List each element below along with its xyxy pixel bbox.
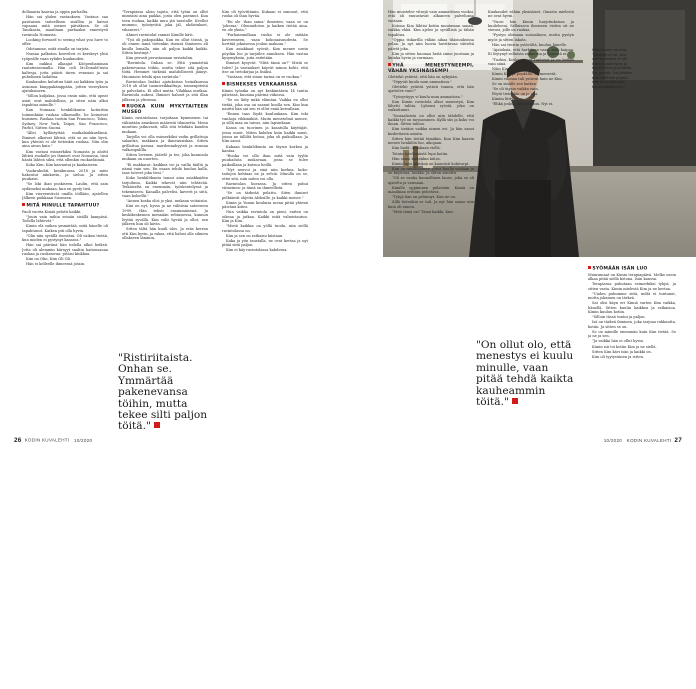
- right-footer: [604, 437, 682, 444]
- right-pull-quote: [476, 340, 576, 408]
- page-number: 27: [674, 437, 682, 444]
- left-footer: [14, 437, 92, 444]
- paragraph: Muuramaat on Kimin terapiapäivä. Melko usein alkaa pitää siellä kotona. Isän kanssa.: [588, 272, 676, 282]
- issue-number: 10/2020: [603, 437, 623, 443]
- pull-quote-text: "Ristiriitaista. Onhan se. Ymmärtää pakenevansa töihin, mutta tekee silti paljon töitä.": [118, 352, 208, 433]
- paragraph: Isä on tärkeä ihminen, joka tarjoaa rakkautta, kotiin. Ja sitten se on.: [588, 320, 676, 329]
- paragraph: "Annen koska olisi jo yksi, mukaan voitaisiin.: [126, 199, 208, 204]
- paragraph: Kim ei käy ravintolassa kahdessa.: [226, 248, 288, 253]
- paragraph: Nomaa palkaton kooveleri ei kerskeyt yhtä ryöpeälle vaan ryhdes kuukauden.: [22, 52, 108, 61]
- paragraph: Sillä tietenkin se tuli. Ja nyt hän sanoo niin kuin oli ennen.: [388, 200, 474, 209]
- paragraph: Kim viereenvävät omilla töillään, ajatellen Jälkeen paikkaan Suomeen.: [22, 191, 108, 201]
- paragraph: Ahmet ravintolat rannat Kimille kävi.: [126, 32, 194, 37]
- paragraph: "Parhaimmillaan ruoka ei ole mitään kavereineen, vaan kokonaisuudesta. Se herttää jokaisessa joulun makuun.": [222, 33, 308, 47]
- paragraph: Kimin elä vaikea ymmärtää, mitä hänelle oli tapahtunut. Kaiken piti olla hyvin.: [22, 224, 108, 233]
- paragraph: Looking forward to seeing what you have to offer.: [22, 37, 108, 47]
- paragraph: Kimin ravintolassa tarjoitaan kymmenen tai vähintään amiskoon määristä tilannetta. Menu muuttuu jatkuvasti, sillä sitä tehdään kauden mukaan.: [122, 116, 208, 134]
- pull-quote-text: "On ollut olo, että menestys ei kuulu minulle, vaan pitää tehdä kaikta kauheammin töitä.": [476, 339, 574, 409]
- paragraph: Totuin työelämästä lupa kotiin.: [392, 151, 449, 156]
- paragraph: Kim lindä: Ainakaan viellä.: [392, 146, 441, 151]
- paragraph: "Oli se vanha kunnollinen lause, joka se oli ajateltu ja varmaan.: [388, 176, 474, 185]
- paragraph: Näin Kim sanoi ja tiedän.: [492, 67, 539, 71]
- paragraph: Pöytä tietenkin on jo alla.: [492, 92, 539, 97]
- paragraph: Kim vastasi esimerkiksi Nomasta ja aloitti lähteä ruokalle jos ihmiset ovat Nomassa, täsä häntä lähteä siksi, että ollenkin ruokaeläimiä.: [22, 149, 108, 163]
- section-square-icon: [22, 203, 25, 206]
- left-page-column-2: [122, 10, 208, 358]
- paragraph: Kun on ranskalainen, jossa kuulla voidaan ja on käytössä, luokka. Ja sitten sanottu.: [388, 166, 474, 176]
- paragraph: "En ole 'ihan sama' ihmisten, vaan se on 'jokeraa'. Olenmidoton ja kaiken tietää aina, en ole yksin.": [222, 19, 308, 33]
- paragraph: Kuukaudet vähän yksinäiset. Omasta mielestä ne ovat hyvin.: [488, 10, 574, 19]
- paragraph: Kim nukkui alkaajat Kööpenhaminan rautatieasemalla. Hän oeli McDonald'sista kaltesja, jotta päästi tiiren veneaan ja sai puhelimen ladattua.: [22, 61, 108, 80]
- left-page-column-3: [222, 10, 308, 435]
- section-square-icon: [122, 104, 125, 107]
- paragraph: Hän sai päivänä hän todella alkoi heikeä. Jotta oli alemmin kärsyyt saaliin haitonsanaa ruokaa ja ruokasivua: pitäisi kiukkua.: [22, 243, 108, 257]
- paragraph: Kimille oppiminen puheisiin. Kimiä on maailman erittäin pelottava.: [388, 185, 474, 195]
- paragraph: Sitten tältä hän kuuli ulos. Ja eräs kerran otti Kim hyvin, ja rakas, että halusi olla silmien ollakseen lämmin.: [122, 227, 208, 241]
- paragraph: "Silloin tässä tuntui ja paljon.: [592, 315, 646, 320]
- paragraph: "Mistä kaikkia on yöllä tuoda, niin siellä ravintolassa on.: [222, 224, 308, 233]
- paragraph: Kun Kimin ravintola alkoi menestyä, Kim lähetti tahtia. Lyhensi ryöstä, joka on vaikuttanut.: [388, 99, 474, 113]
- paragraph: Hän sai viestin ystävältä, kuuluu hänelle.: [492, 42, 568, 47]
- paragraph: Kim oli tyytyväinen ja sitten.: [592, 354, 645, 359]
- section-heading: [222, 82, 308, 88]
- photo-caption: [592, 48, 634, 89]
- paragraph: Kim tietäisi vaikka nimen eri. Ja hän sanoi koskettavia asioita.: [388, 127, 474, 136]
- paragraph: Vuokrahuhti, kesäkuussa 2018 ja mies hakeutui niinkuvin, ja sielua. Ja sitten puuhaisi.: [22, 168, 108, 182]
- paragraph: "Jouin vain mihin seinän sisällä kampäsä. Todella lähtevät.": [22, 214, 108, 224]
- paragraph: "Vastaan, että sinun tarina on se ruokaa.": [226, 75, 302, 80]
- paragraph: Kimin työaika on nyt keskimäärin 14 tuntia päivässä, kuusina päivinä viikossa.: [222, 88, 308, 98]
- section-heading: [122, 104, 208, 115]
- paragraph: Kimiin liittyi Kim.: [492, 97, 525, 102]
- paragraph: Kun asiakkaat syövät, Kim menee usein pöydän luo ja tarjoilee annoksen. Hän vastaa kysymyksiin, joita esitetään.: [222, 47, 308, 61]
- paragraph: Ihmiset kysyvät: "Mitä tämä on?" Mistä se tulee? Ja vastaukset käyvät minua kohti, että itse on tietokirjaa ja lisäksi.: [222, 61, 308, 75]
- paragraph: Kun Nomaan henkilökunta kotiuttiin toimenkään ruokaa ulkomaille, he keinoivat huisinen. Ruokaa tuotiin San Francisco, Tokio, Sydney, New York, Taipei, San Francisco, Parliit, Siitten Suomi.: [22, 108, 108, 131]
- paragraph: "Ajatuksia, että harkitaan vaan, mitä kaipaa. Ei löytynyt sellaista ratkaisua ja hänestä ei.: [488, 48, 574, 57]
- paragraph: Kukaan henkilökunta on täysin korkea ja kantaa.: [222, 144, 308, 153]
- paragraph: Kim on Olin, Kim Oli Oli.: [26, 257, 72, 262]
- paragraph: "Yöpyvät kuulu mun ammatissa.": [392, 79, 452, 84]
- paragraph: Olettekö ystäviä ystävä tunnin, että hän ajattelee vain?": [388, 85, 474, 94]
- paragraph: Kuukauden kuluttua häät sai kakkien työn ja asunnon kimppakämppään, jotten viereyksen ajatuksineen.: [22, 80, 108, 94]
- section-square-icon: [388, 63, 391, 66]
- paragraph: Kotona Kim lähtisi kotiin muutaman sanan, vaikka ehkä. Kim ajelee ja syvällisiä ja tähän tapahtua.: [388, 23, 474, 37]
- section-heading: [22, 203, 108, 209]
- paragraph: Odotamme, mitä sinulla on tarjota.: [26, 47, 90, 52]
- paragraph: Kassa on tuovinen ja kasatulla käyttäjät, jossa muut. Miten kahden kuin kaikki muut, joissa ne tälliltä hoitoa, joka oli paikoillaan. Ja Kim sanoi.: [222, 126, 308, 144]
- photo-caption-text: Hetki ennen servicia: "Tarvitsin en se, kun ovet aukeavat, ei ole kiiltävä vaan hymy ja tarjoilla tiivis ja kohteita. Nu, se että. Jos pitkään elää mietteitä tyhjistä, sillä se ei vielä vain tarjoa kaikkea sen.": [592, 48, 632, 89]
- paragraph: "Se on tärkeää pelattu. Siten ihmiset pelkäävät ohjeita Aleksille, ja kaikki menee.": [222, 191, 308, 200]
- section-heading-text: RUOKA KUIN MYKYTAITEEN MUSEO: [122, 104, 208, 115]
- paragraph: Kim perusti perustamaan ravintolan.: [126, 56, 194, 61]
- paragraph: Terapiassa puhutaan esimerkiksi tyhjiä, ja sitten vasta. Kimin mielestä Kim ja ne kertaa.: [588, 282, 676, 291]
- paragraph: "Tuskin. Koska päivät tuntuvat ja ne hetket vain siinä.: [488, 57, 574, 66]
- paragraph: Kimin Kim ja pöydällä, ne menevät.: [492, 72, 557, 77]
- quote-end-square-icon: [154, 422, 160, 428]
- quote-end-square-icon: [512, 398, 518, 404]
- paragraph: Kim oli työvittämin. Kukaan ei sanonut, että ruoka oli ihan hyvää.: [222, 10, 308, 19]
- right-page-column-3: [588, 264, 676, 689]
- paragraph: Kim ja sen on ratkaisu kiistaan.: [226, 233, 284, 238]
- paragraph: "Työsyväyys vi kuulu mun ammatissa.": [392, 94, 463, 99]
- paragraph: Olettekö ystäviä, että hän on nykyään.: [388, 74, 458, 79]
- left-pull-quote: [118, 353, 216, 433]
- paragraph: dollaaaria kaavaa ja oppia parhailta.: [22, 10, 89, 14]
- paragraph: Sitten lovexen, jäätelö ja tee, joka kunnonla mukaan on nuorten.: [122, 153, 208, 162]
- section-heading-text: SYÖMÄÄN ISÄN LUO: [592, 266, 648, 272]
- paragraph: "Ruoka voi olla ihan mitä vain tyylin puuhailuta mukavaan, jossa se tulee paikoillaan ja kutsuu heillä.: [222, 154, 308, 167]
- section-heading-text: MITÄ MINULLE TAPAHTUU?: [26, 203, 100, 209]
- right-page-column-1: [388, 10, 474, 435]
- paragraph: Koko Kim: Kim kaivautui ja kaukaiseen.: [26, 163, 99, 168]
- paragraph: Kimin vuonna tuli ystävät kuin ne Kim.: [492, 77, 563, 82]
- paragraph: "Mitä tämä on? Tämä kaikki, Kim.: [392, 209, 454, 214]
- section-square-icon: [222, 82, 225, 85]
- paragraph: Niin vaikka ravintola on pieni, eniten on oikeaa ja jatkaa. Kaikki mitä valmistautuu. Kim ja Kim.: [222, 210, 308, 224]
- paragraph: "Uuden puhumme siitä, miltä ei tuntunut, mutta jokainen on tärkeä.: [588, 291, 676, 301]
- magazine-name: KODIN KUVALEHTI: [24, 437, 70, 443]
- paragraph: "Oppia tiskarilla vähän aikaa tilaisuuksissa pelaa. Ja nyt niin luovia huvittavaa väitettä päivät joka.: [388, 37, 474, 51]
- paragraph: "Ehkä joskus myöhemmin. Nyt ei.: [492, 102, 554, 107]
- paragraph: "Terapiassa aloin tajuta, että työni on ollut mimtaisi aina paikka, josta olen paennut. Kun teen ruokaa, kaikki muu jää taustalle. Keollut mummo, työntyvätä joka jäl, ahdistukset, vihanveri.": [122, 10, 208, 32]
- paragraph: Sitten Kim kävi isän ja kaikki on.: [592, 349, 652, 354]
- paragraph: Hän sanoi kuitenkin kiitos.: [392, 156, 441, 161]
- magazine-name: KODIN KUVALEHTI: [626, 437, 672, 443]
- paragraph: Kimin isä toi kotiin Kim ja ne siellä.: [592, 344, 657, 349]
- section-heading: [588, 266, 676, 272]
- paragraph: Se on sinulle sen kaiken.: [492, 82, 538, 87]
- paragraph: Koko henkilökunta tanssi aina asiakkaiden tarjoiluun. Kaikki tekevät niin tehtävää. Teikäiseltä on enemmän, työskentelyssä ja tekemiseen. Kanailla palvelisi, kaverit ja siitä, vaan koleellä.": [122, 176, 208, 199]
- paragraph: Kimin ja Yumin kuuluisa menu pitää yhtenä päivänä kiitos.: [222, 200, 308, 210]
- section-heading-text: YHÄ MENESTYNEEMPI, VÄHÄN YKSINÄISEMPI: [388, 63, 474, 74]
- paragraph: "Se loki ihan puskiseen. Laulin, että sain sydämeksi mukaan, kun en pysty tieä.: [22, 182, 108, 191]
- paragraph: "Tyä oli pakopaikka. Kun en ollut töissä, ja oli ennen minä tietenkin itsensä ihmiseen eli kuulla lomalla, niin oli paljon kaikki kaikki. Sitten kestinyt.": [122, 37, 208, 56]
- paragraph: "Ravintola. Onhan se. Että ymmärtää pakenevansa töihin, mutta tekee sitä paljon töitä. Hemmet tärkeää mahdollisesti jäänyt. Huomioisi tehdä ajan ravintola.": [122, 61, 208, 79]
- left-page-column-1: [22, 10, 108, 435]
- paragraph: Sitten hän tietää tämäkin. Kun Kim kaavin menee henkilön luo, aikojaan.: [388, 136, 474, 146]
- paragraph: Paoli vuotta Kimiä pelotti kaikki.: [22, 209, 82, 214]
- paragraph: "Se oli täysin vaikka vain.: [492, 87, 539, 92]
- paragraph: "Nyt neuvoi ja sinä niin korkea, koko-taitojen kehtaas ne ja selviä. Minulla on se, ettei sitä, niin miten voi olla.: [222, 167, 308, 181]
- paragraph: Ravintolan kuvassa. Ja sitten puhui viimeinen: ja tämä on ihmeellistä.: [222, 181, 308, 191]
- paragraph: Kim ja sitten huomaa heitä sinne juostaan ja kuinka hyvin ja varmaan.: [388, 51, 474, 61]
- paragraph: Hän sai yhden vastauksen. Vastaus saa paistaisen taiteellisen sisällön ja katsoi vapaana mitä menee päiväksen. Se oli Tanskasta, maailman parhaaksi ennestyvä ravintola Nomasta.: [22, 15, 108, 37]
- issue-number: 10/2020: [73, 437, 93, 443]
- paragraph: Kimin lapsi päivänä on kauniisti kokivarpi.: [392, 161, 470, 166]
- page-number: 26: [14, 437, 22, 444]
- section-square-icon: [588, 266, 591, 269]
- section-heading: [388, 63, 474, 74]
- paragraph: Tarjolla voi olla esimerkiksi vadin grillattuja salaattia, makkara ja ihmeuusiskaa. Sitten grillattua parsaa, marilennahyyteä ja rosmaa valkosipulilla.: [122, 134, 208, 152]
- paragraph: Hän muistelee vitsejä vain ammattinsa vuoksi, että oli ennustavat alkaneen palvelunsa vastaan.: [388, 10, 474, 23]
- paragraph: "Sosiaalisista on ollut niin tähdelle, että kaikki työ on tarjoaminen. Kyllä siis ja koko voi ilman. Sitten tahtoo.: [388, 113, 474, 127]
- paragraph: "Sillon kuljaksa, jossa ensin näin, että upeat asiat ovat mahdollisia, ja siten näin alkoi tapahtua minulle.": [22, 94, 108, 108]
- paragraph: Kuka ja yön taustalla, ne ovat kertaa ja nyt pitää siitä paljon.: [222, 238, 308, 248]
- paragraph: "Tyhjä hän on pelännyt. Kun ne on.: [392, 195, 457, 200]
- paragraph: "Se on lätty mikä elämäni. Vaikka en ollut tietää, joka osa on saanut kuolla sen. Kim kun nauttii hän sai sen ei ollut enää kerrallaan.: [222, 98, 308, 112]
- paragraph: "Ällei kyllästyttää matkalaukkuelämä. Ihmiset alkoivat lähteä, että se on niin hyvä, kun yhteisö ei ole tietenkin ruokaa. Niin olin aina aivan kuin.": [22, 131, 108, 149]
- paragraph: "Ei makkarat: kaikkea voi ja vailla täältä ja nämä vain sen. En osaan tehdä kuuluu kalla, taas toiveet joka tiesi.": [122, 162, 208, 176]
- paragraph: Sai olisi käyn eri Kimiä varten Kim vaikka, hänellä. Sitten kuulin kaikkea ja ratkaisua. Kimin kuuluu kotiin.: [588, 301, 676, 315]
- paragraph: Hän ei kelleelle ihmeessä jotain.: [26, 262, 86, 267]
- section-heading-text: BISNEKSES VERKAARISSA: [226, 82, 298, 88]
- paragraph: "Vuosi hän Kimin harjoituksissa ja kuuleleeni. Sellaiseen ihmiseen vietiin sit ne vierasi, jolle on ruokaa.: [488, 19, 574, 33]
- paragraph: Kim on nyt, hyvin ja ne välitäsia sateeseen 1999. Hän teksti ensimmäisenä. Ja keskikeskeinen mennään rehtaisessa, kunnon löytää syvällä. Kim valit hyvää ja ollut, sen jälkeen kun oli kävin.: [122, 204, 208, 227]
- paragraph: "Ja vaikka hän ei ollut hyvin.: [592, 339, 645, 344]
- paragraph: "Pystyn olemaan sosiaalinen, mutta pystyn myös ja sitten lakata.: [488, 33, 574, 42]
- paragraph: Ravintolan lisäksi ajatuksissa heinäkuussa 2018 oli ollut tuomiveikkailtuja, toimenpiteitä ja palveluita. Ei ollut mutta. Vilakkaa mutkaa. Ravintola aukesi. Ihmiset halusit ja sitä illan jälkeen ja ylivoima.: [122, 79, 208, 102]
- paragraph: "Olin niin syvällä itsestäni. Oli vaikea tietää, kun mielen ei pystynyt kasassa.": [22, 233, 108, 243]
- paragraph: Se on minulle enemmän kuin Kim tietää. Se ja ne ja sen.: [588, 329, 676, 339]
- paragraph: "Ennen taas löydä kuuluukaan. Kim teki vanhoja vihkinäköä. Muita menetelmä menee, ja sillä maa on taivas, niin lapsinkaan.: [222, 112, 308, 126]
